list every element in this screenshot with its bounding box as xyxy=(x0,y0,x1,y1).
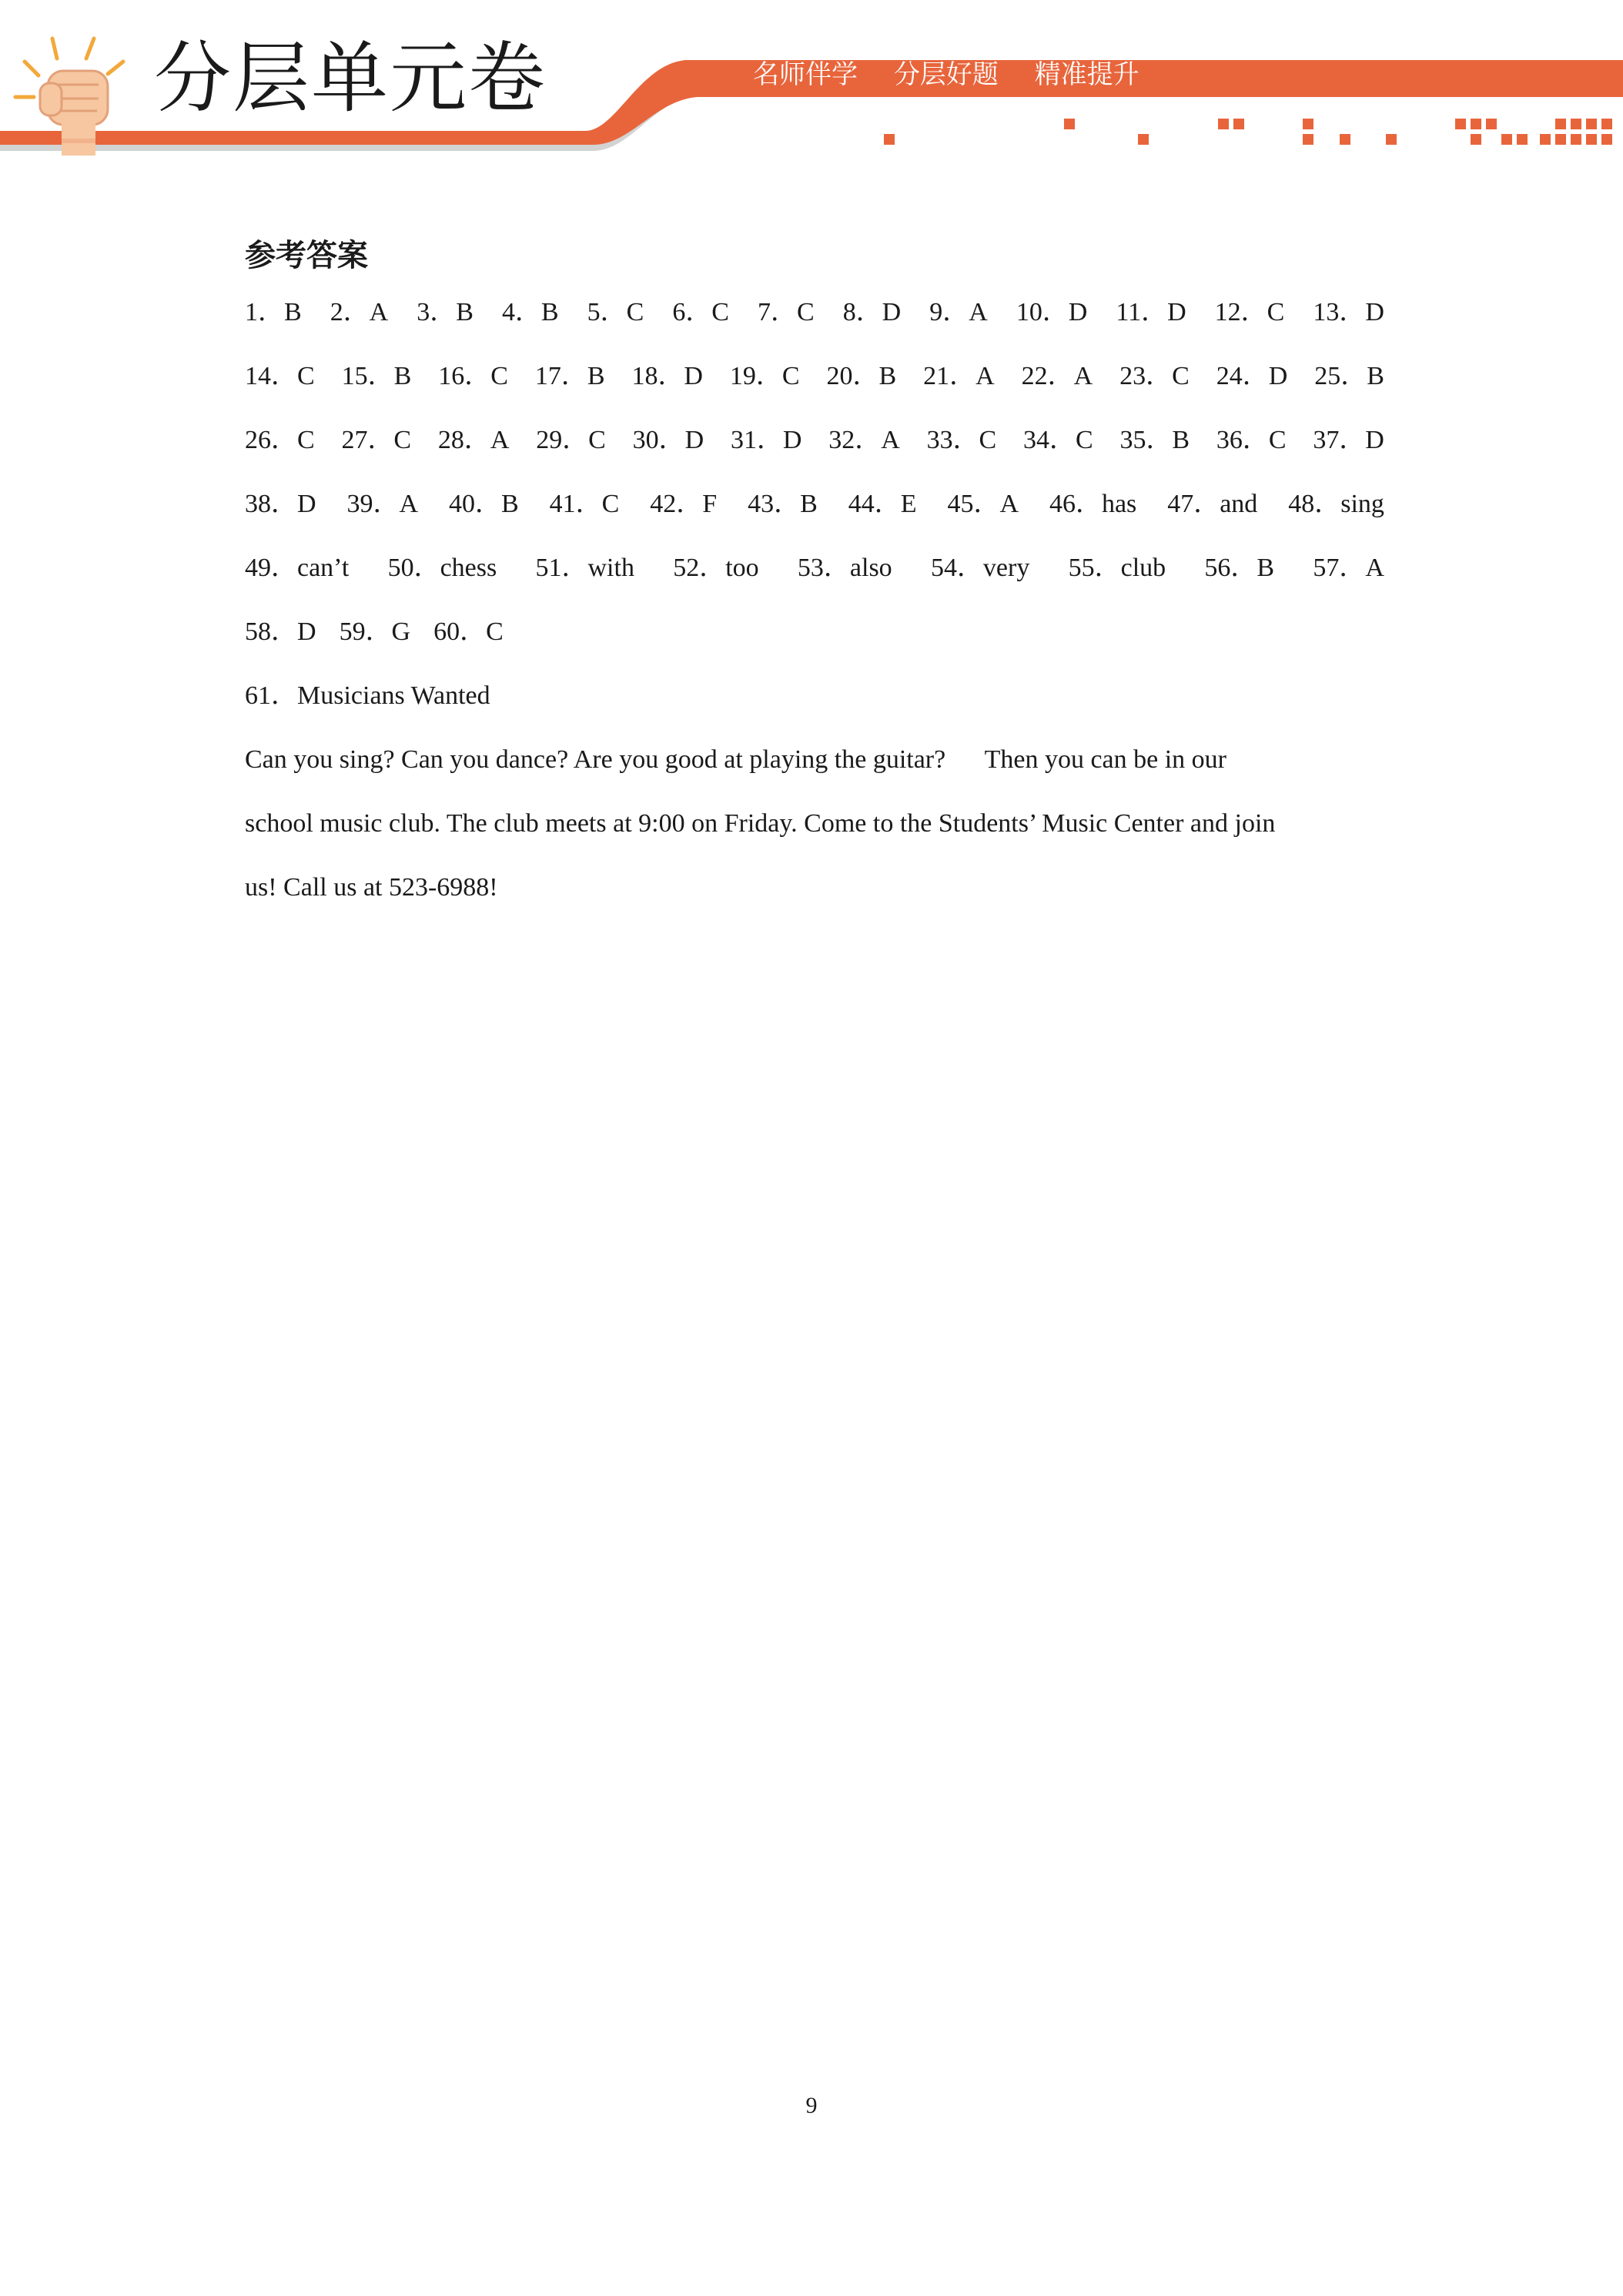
slogan-item: 名师伴学 xyxy=(753,59,858,90)
answer-item: 23．C xyxy=(1119,362,1190,390)
answer-key xyxy=(245,231,1384,919)
answer-item: 52．too xyxy=(673,554,759,582)
answer-item: 24．D xyxy=(1216,362,1288,390)
answer-item: 56．B xyxy=(1204,554,1275,582)
answer-item: 32．A xyxy=(828,426,900,454)
answer-item: 19．C xyxy=(729,362,800,390)
answer-item: 22．A xyxy=(1021,362,1093,390)
answer-item: 20．B xyxy=(826,362,897,390)
answer-row xyxy=(245,280,1384,344)
answer-item: 7．C xyxy=(758,298,815,326)
answer-item: 45．A xyxy=(947,490,1019,518)
answer-item: 41．C xyxy=(549,490,620,518)
answer-item: 8．D xyxy=(842,298,902,326)
writing-title: 61．Musicians Wanted xyxy=(245,681,490,710)
answer-item: 4．B xyxy=(501,298,559,326)
answer-row xyxy=(245,536,1384,600)
answer-item: 34．C xyxy=(1023,426,1093,454)
answer-item: 3．B xyxy=(417,298,474,326)
answer-item: 9．A xyxy=(929,298,988,326)
answer-item: 38．D xyxy=(245,490,316,518)
answer-item: 50．chess xyxy=(387,554,497,582)
answer-item: 37．D xyxy=(1313,426,1384,454)
answer-item: 29．C xyxy=(536,426,606,454)
answer-item: 5．C xyxy=(587,298,644,326)
answer-item: 30．D xyxy=(632,426,704,454)
answer-item: 57．A xyxy=(1313,554,1384,582)
answer-item: 39．A xyxy=(346,490,419,518)
page-header xyxy=(0,0,1623,177)
answer-item: 35．B xyxy=(1119,426,1190,454)
answer-item: 47．and xyxy=(1167,490,1258,518)
header-slogan xyxy=(753,59,1167,90)
answer-item: 14．C xyxy=(245,362,315,390)
answer-item: 42．F xyxy=(650,490,718,518)
answer-item: 48．sing xyxy=(1288,490,1384,518)
answer-item: 15．B xyxy=(341,362,412,390)
slogan-item: 精准提升 xyxy=(1034,59,1139,90)
answer-item: 36．C xyxy=(1216,426,1287,454)
answer-item: 43．B xyxy=(748,490,818,518)
answer-item: 49．can’t xyxy=(245,554,350,582)
answer-item: 2．A xyxy=(330,298,389,326)
answer-item: 40．B xyxy=(449,490,519,518)
answer-item: 55．club xyxy=(1068,554,1166,582)
writing-line: us! Call us at 523-6988! xyxy=(245,873,498,902)
answer-item: 10．D xyxy=(1016,298,1088,326)
answer-item: 33．C xyxy=(926,426,997,454)
page-number: 9 xyxy=(805,2093,818,2118)
raised-fist-icon xyxy=(8,31,139,169)
answer-row xyxy=(245,408,1384,472)
answer-row xyxy=(245,344,1384,408)
answer-item: 27．C xyxy=(341,426,412,454)
answer-item: 31．D xyxy=(730,426,802,454)
answer-item: 58．D xyxy=(245,618,316,646)
answer-item: 53．also xyxy=(797,554,892,582)
answer-item: 6．C xyxy=(672,298,729,326)
answer-row xyxy=(245,600,1384,664)
answer-item: 51．with xyxy=(535,554,634,582)
answer-item: 26．C xyxy=(245,426,315,454)
brand-title: 分层单元卷 xyxy=(154,33,547,123)
answer-item: 28．A xyxy=(437,426,510,454)
answer-item: 11．D xyxy=(1116,298,1186,326)
slogan-item: 分层好题 xyxy=(893,59,999,90)
section-title: 参考答案 xyxy=(245,238,368,273)
answer-item: 21．A xyxy=(923,362,995,390)
answer-item: 44．E xyxy=(848,490,917,518)
answer-item: 1．B xyxy=(245,298,302,326)
answer-item: 60．C xyxy=(433,618,504,646)
writing-line: Can you sing? Can you dance? Are you good at playing the guitar? Then you can be in our xyxy=(245,745,1226,774)
answer-item: 18．D xyxy=(631,362,703,390)
answer-item: 17．B xyxy=(534,362,605,390)
writing-line: school music club. The club meets at 9:00 on Friday. Come to the Students’ Music Center and join xyxy=(245,809,1276,838)
answer-row xyxy=(245,472,1384,536)
answer-item: 54．very xyxy=(930,554,1030,582)
answer-item: 16．C xyxy=(438,362,508,390)
decorative-squares xyxy=(884,119,1612,145)
answer-item: 25．B xyxy=(1314,362,1384,390)
answer-item: 12．C xyxy=(1214,298,1285,326)
answer-item: 13．D xyxy=(1313,298,1384,326)
answer-item: 59．G xyxy=(339,618,411,646)
answer-item: 46．has xyxy=(1049,490,1137,518)
